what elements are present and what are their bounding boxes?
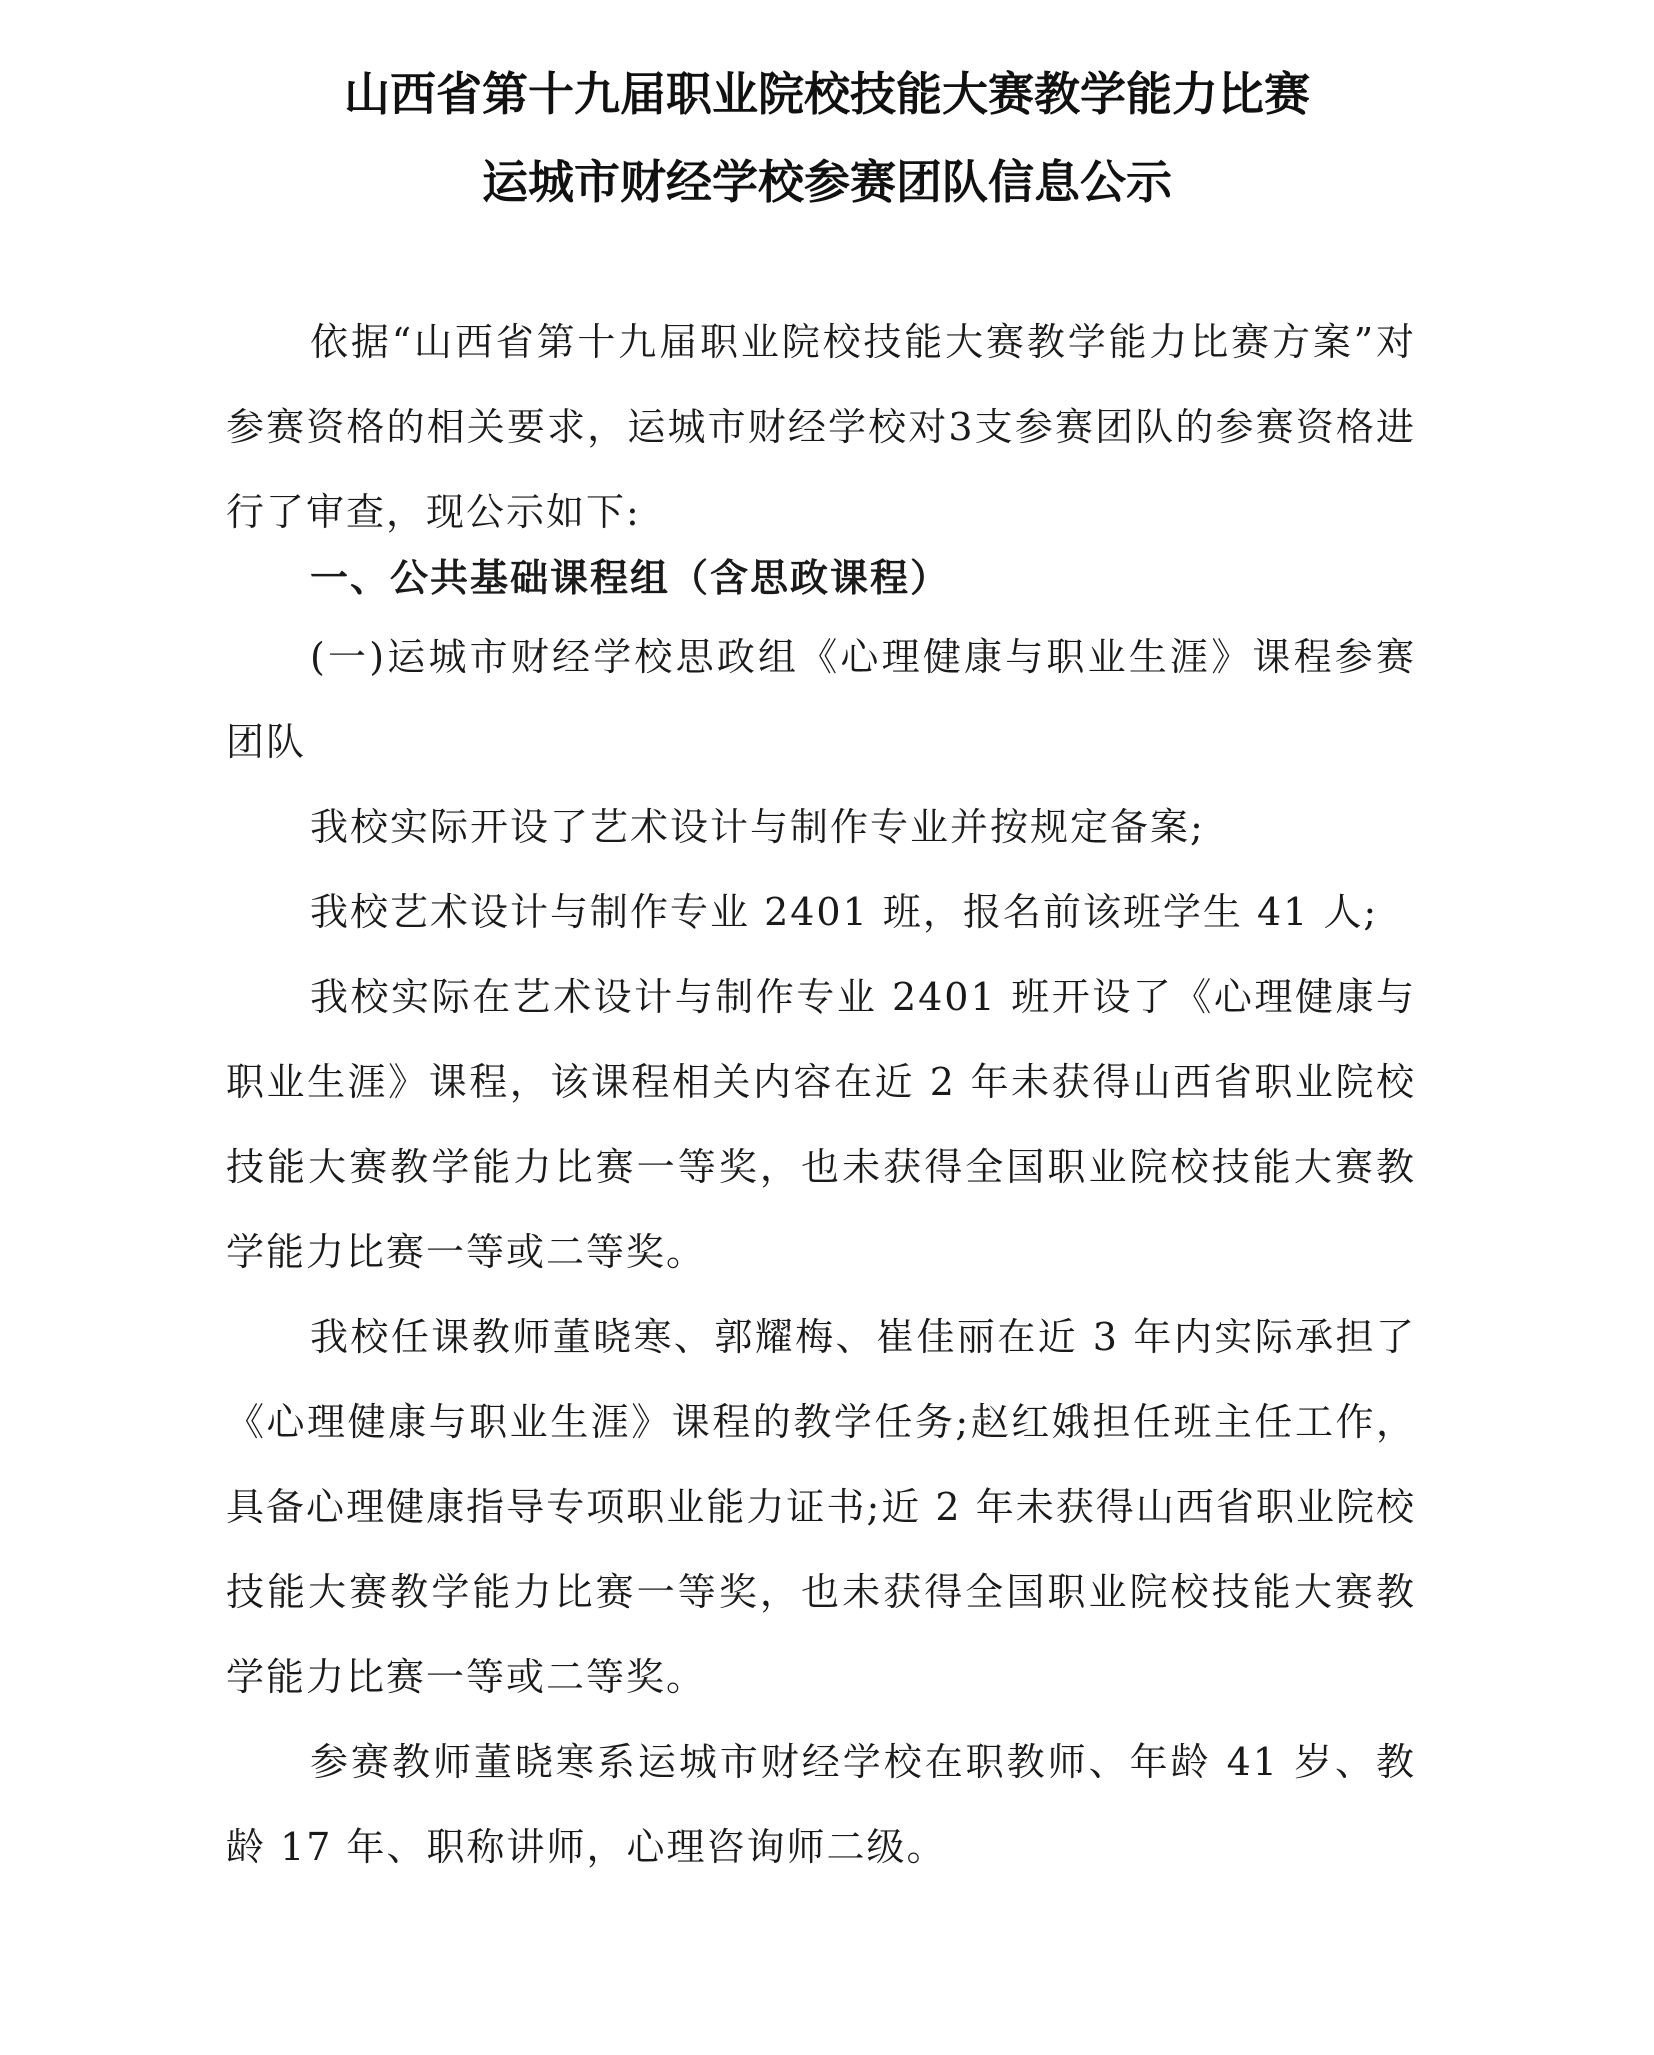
section-heading: 一、公共基础课程组（含思政课程） — [310, 556, 951, 600]
paragraph-major-offered: 我校实际开设了艺术设计与制作专业并按规定备案; — [310, 805, 1205, 849]
paragraph-teachers: 我校任课教师董晓寒、郭耀梅、崔佳丽在近 3 年内实际承担了《心理健康与职业生涯》课程的教学任务;赵红娥担任班主任工作，具备心理健康指导专项职业能力证书;近 2 年未获得山西省职业院校技能大赛教学能力比赛一等奖，也未获得全国职业院校技能大赛教学能力比赛一等或二等奖。 — [226, 1315, 1416, 1699]
paragraph-class-size: 我校艺术设计与制作专业 2401 班，报名前该班学生 41 人; — [310, 890, 1379, 934]
paragraph-teacher-profile: 参赛教师董晓寒系运城市财经学校在职教师、年龄 41 岁、教龄 17 年、职称讲师，心理咨询师二级。 — [226, 1740, 1416, 1869]
document-title-line-1: 山西省第十九届职业院校技能大赛教学能力比赛 — [344, 67, 1310, 121]
paragraph-course-offered: 我校实际在艺术设计与制作专业 2401 班开设了《心理健康与职业生涯》课程，该课程相关内容在近 2 年未获得山西省职业院校技能大赛教学能力比赛一等奖，也未获得全国职业院校技能大赛教学能力比赛一等或二等奖。 — [226, 975, 1416, 1274]
document-body — [226, 300, 1416, 1890]
subsection-heading: (一)运城市财经学校思政组《心理健康与职业生涯》课程参赛团队 — [226, 635, 1416, 764]
document-title-line-2: 运城市财经学校参赛团队信息公示 — [482, 155, 1172, 209]
intro-paragraph: 依据“山西省第十九届职业院校技能大赛教学能力比赛方案”对参赛资格的相关要求，运城市财经学校对3支参赛团队的参赛资格进行了审查，现公示如下: — [226, 320, 1416, 534]
